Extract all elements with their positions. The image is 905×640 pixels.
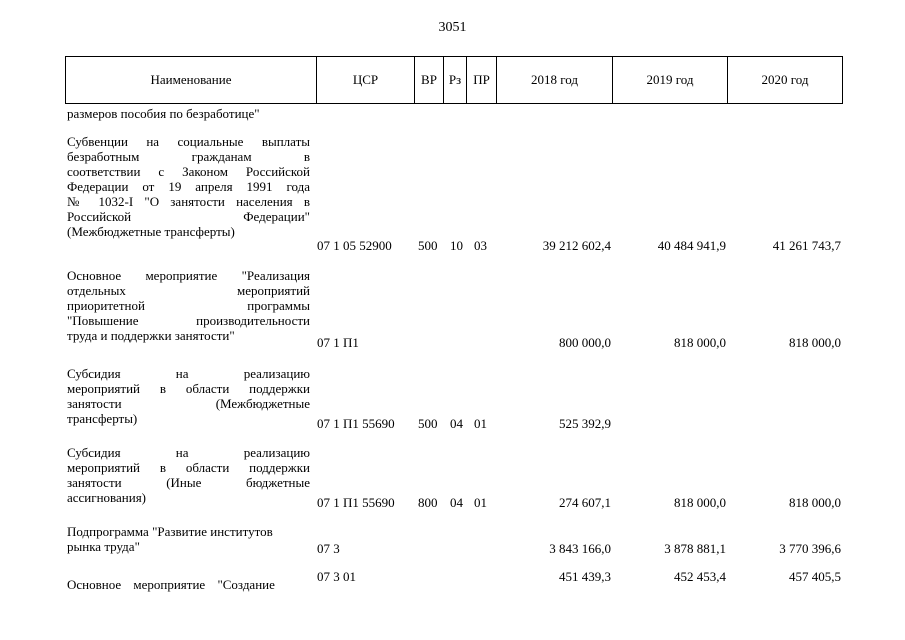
- row-vr: 800: [418, 495, 438, 510]
- header-csr: ЦСР: [317, 57, 415, 103]
- row-2020: 41 261 743,7: [772, 238, 841, 253]
- page-number: 3051: [438, 20, 467, 35]
- row-rz: 10: [450, 238, 463, 253]
- row-name-line: мероприятий в области поддержки: [67, 460, 310, 475]
- row-name-line: Субсидия на реализацию: [67, 366, 310, 381]
- row-name-line: (Межбюджетные трансферты): [67, 224, 235, 239]
- row-name-line: соответствии с Законом Российской: [67, 164, 310, 179]
- row-name-line: трансферты): [67, 411, 138, 426]
- row-name-line: Подпрограмма "Развитие институтов: [67, 524, 273, 539]
- row-name-line: размеров пособия по безработице": [67, 106, 260, 121]
- row-2019: 818 000,0: [674, 335, 726, 350]
- header-pr: ПР: [467, 57, 497, 103]
- row-name-line: отдельных мероприятий: [67, 283, 310, 298]
- row-name: [67, 524, 310, 554]
- row-pr: 01: [474, 495, 487, 510]
- row-2019: 3 878 881,1: [664, 541, 726, 556]
- row-name: [67, 366, 310, 426]
- row-name-line: занятости (Иные бюджетные: [67, 475, 310, 490]
- row-2018: 451 439,3: [559, 569, 611, 584]
- row-name-line: Основное мероприятие "Реализация: [67, 268, 310, 283]
- row-csr: 07 1 П1 55690: [317, 495, 395, 510]
- row-name-line: № 1032-I "О занятости населения в: [67, 194, 310, 209]
- row-name-line: Субсидия на реализацию: [67, 445, 310, 460]
- row-2019: 452 453,4: [674, 569, 726, 584]
- row-2020: 3 770 396,6: [779, 541, 841, 556]
- row-2018: 3 843 166,0: [549, 541, 611, 556]
- header-2020: 2020 год: [761, 72, 809, 87]
- header-2019: 2019 год: [613, 57, 728, 103]
- row-name-line: Субвенции на социальные выплаты: [67, 134, 310, 149]
- row-pr: 03: [474, 238, 487, 253]
- row-name-line: труда и поддержки занятости": [67, 328, 235, 343]
- row-name-line: ассигнования): [67, 490, 147, 505]
- row-name-line: безработным гражданам в: [67, 149, 310, 164]
- header-vr: ВР: [415, 57, 444, 103]
- row-vr: 500: [418, 416, 438, 431]
- row-2020: 818 000,0: [789, 335, 841, 350]
- row-name-line: "Повышение производительности: [67, 313, 310, 328]
- row-2018: 525 392,9: [559, 416, 611, 431]
- row-name-line: занятости (Межбюджетные: [67, 396, 310, 411]
- row-csr: 07 3: [317, 541, 340, 556]
- table-header: [65, 56, 843, 104]
- row-name: [67, 134, 310, 239]
- row-name-line: Основное мероприятие "Создание: [67, 577, 275, 592]
- header-name: Наименование: [66, 57, 317, 103]
- row-vr: 500: [418, 238, 438, 253]
- row-csr: 07 1 П1: [317, 335, 359, 350]
- row-name-line: мероприятий в области поддержки: [67, 381, 310, 396]
- row-rz: 04: [450, 416, 463, 431]
- row-name: [67, 445, 310, 505]
- row-csr: 07 3 01: [317, 569, 356, 584]
- row-2020: 457 405,5: [789, 569, 841, 584]
- row-2019: 40 484 941,9: [657, 238, 726, 253]
- header-rz: Рз: [444, 57, 467, 103]
- row-2019: 818 000,0: [674, 495, 726, 510]
- row-name: [67, 268, 310, 343]
- row-rz: 04: [450, 495, 463, 510]
- row-2020: 818 000,0: [789, 495, 841, 510]
- row-2018: 39 212 602,4: [542, 238, 611, 253]
- row-name-line: приоритетной программы: [67, 298, 310, 313]
- row-2018: 800 000,0: [559, 335, 611, 350]
- row-csr: 07 1 05 52900: [317, 238, 392, 253]
- header-2018: 2018 год: [497, 57, 613, 103]
- row-name: [67, 106, 310, 121]
- row-name: [67, 577, 310, 592]
- row-2018: 274 607,1: [559, 495, 611, 510]
- row-csr: 07 1 П1 55690: [317, 416, 395, 431]
- row-name-line: Российской Федерации": [67, 209, 310, 224]
- row-pr: 01: [474, 416, 487, 431]
- row-name-line: рынка труда": [67, 539, 140, 554]
- row-name-line: Федерации от 19 апреля 1991 года: [67, 179, 310, 194]
